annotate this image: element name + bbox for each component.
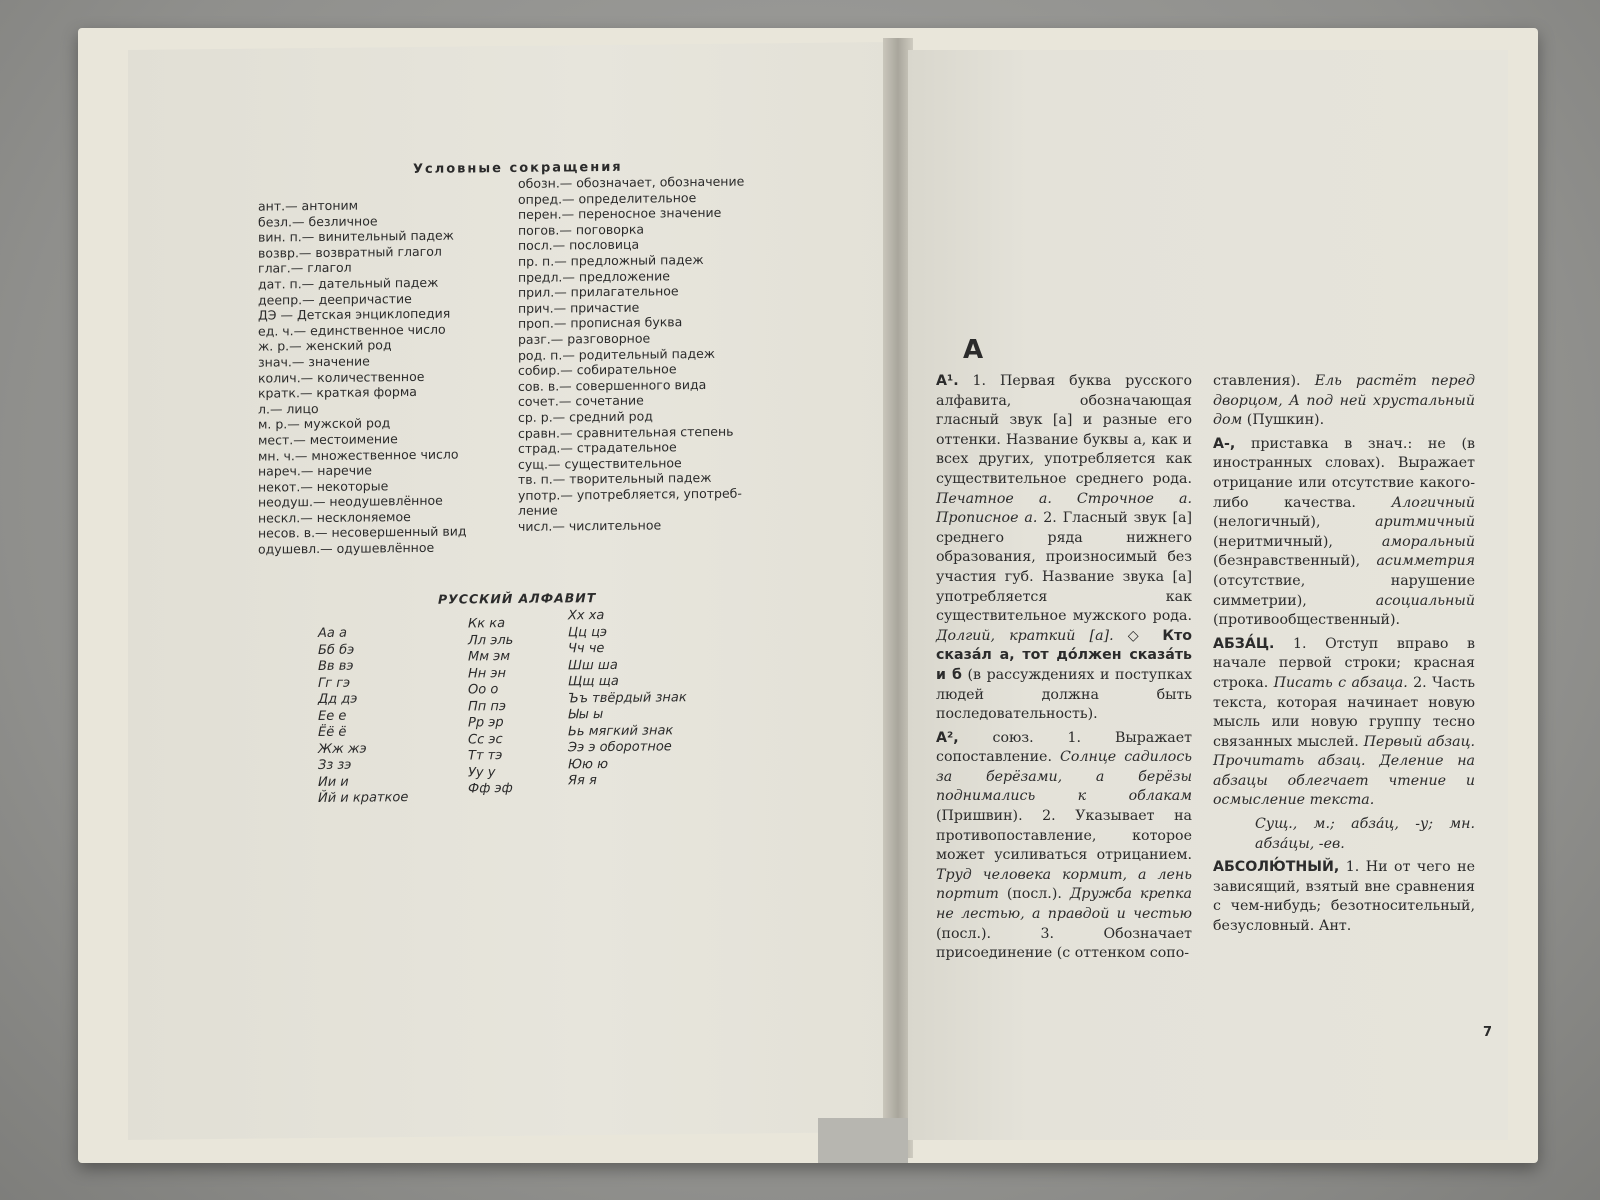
alphabet-letter: Пп пэ [468,698,507,714]
abbreviation-item: л.— лицо [258,400,319,417]
abbreviations-list-2 [518,173,788,534]
alphabet-letter: Рр эр [468,715,504,731]
entry-text: 2. Гласный звук [а] среднего ряда нижнего образования, произносимый без участия губ. Название звука [а] употребляется как существительное мужского рода. [936,510,1192,625]
abbreviation-item: м. р.— мужской род [258,415,391,432]
abbreviation-item: собир.— собирательное [518,361,677,379]
example-text: Печатное а. Строчное а. Прописное а. [936,490,1192,527]
abbreviation-item: дат. п.— дательный падеж [258,274,439,292]
entry-text: (Пришвин). 2. Указывает на противопоставление, которое может усиливаться отрицанием. [936,808,1192,864]
abbreviation-item: проп.— прописная буква [518,314,683,332]
entry-text: (посл.). 3. Обозначает присоединение (с оттенком сопо- [936,925,1192,962]
left-page [128,42,898,1140]
alphabet-letter: Гг гэ [318,675,351,691]
alphabet-letter: Ээ э оборотное [568,739,672,756]
alphabet-letter: Лл эль [468,632,514,648]
abbreviation-item: сравн.— сравнительная степень [518,423,734,441]
dictionary-column-2 [1213,372,1475,941]
entry-abzac [1213,635,1475,811]
abbreviation-item: ед. ч.— единственное число [258,321,446,339]
section-letter: А [963,335,984,365]
abbreviation-item: опред.— определительное [518,189,697,207]
abbreviation-item: одушевл.— одушевлённое [258,539,435,557]
alphabet-letter: Ъъ твёрдый знак [568,689,687,706]
alphabet-letter: Хх ха [568,608,605,624]
abbreviation-item: деепр.— деепричастие [258,290,412,308]
abbreviation-item: ление [518,502,558,519]
headword: А², [936,729,959,746]
entry-text: 1. Ни от чего не зависящий, взятый вне сравнения с чем-нибудь; безотносительный, безусловный. Ант. [1213,859,1475,935]
alphabet-letter: Ьь мягкий знак [568,722,674,739]
entry-a2 [936,729,1192,964]
abbreviation-item: сущ.— существительное [518,454,682,472]
example-text: аморальный [1381,533,1475,550]
abbreviation-item: мн. ч.— множественное число [258,446,459,464]
abbreviations-title: Условные сокращения [413,159,623,178]
example-text: Писать с абзаца. [1273,674,1408,691]
abbreviation-item: погов.— поговорка [518,221,645,238]
example-text: Ель растёт перед дворцом, А под ней хрустальный дом [1213,373,1475,429]
abbreviation-item: ДЭ — Детская энциклопедия [258,305,451,323]
book-spine [818,1118,908,1163]
example-text: асимметрия [1376,553,1475,570]
entry-text: (безнравственный), [1213,553,1377,570]
abbreviation-item: предл.— предложение [518,267,670,285]
entry-text: 2. Часть текста, которая начинает новую мысль или новую группу тесно связанных мыслей. [1213,674,1476,750]
alphabet-letter: Зз зэ [318,757,352,774]
alphabet-letter: Яя я [568,773,597,789]
alphabet-letter: Тт тэ [468,748,503,764]
entry-continuation [1213,372,1475,431]
abbreviation-item: посл.— пословица [518,237,640,254]
right-page [908,50,1508,1140]
entry-text: союз. 1. Выражает сопоставление. [936,729,1192,766]
alphabet-letter: Йй и краткое [318,790,409,807]
alphabet-letter: Дд дэ [318,691,358,708]
alphabet-letter: Цц цэ [568,624,608,640]
abbreviation-item: некот.— некоторые [258,477,389,495]
abbreviation-item: нареч.— наречие [258,462,372,479]
abbreviation-item: пр. п.— предложный падеж [518,251,704,269]
abbreviation-item: ант.— антоним [258,197,359,214]
alphabet-letter: Вв вэ [318,658,354,675]
abbreviation-item: обозн.— обозначает, обозначение [518,173,745,191]
alphabet-letter: Чч че [568,641,605,657]
entry-text: (неритмичный), [1213,533,1382,550]
abbreviation-item: страд.— страдательное [518,439,677,457]
abbreviation-item: числ.— числительное [518,517,662,534]
alphabet-letter: Щщ ща [568,673,619,690]
entry-text: (противообщественный). [1213,612,1401,629]
alphabet-letter: Жж жэ [318,741,367,757]
entry-text: (в рассуждениях и поступках людей должна быть последовательность). [936,666,1192,723]
alphabet-letter: Сс эс [468,731,503,747]
abbreviation-item: колич.— количественное [258,368,425,386]
alphabet-letter: Ыы ы [568,707,604,723]
abbreviation-item: род. п.— родительный падеж [518,345,716,363]
example-text: аритмичный [1375,514,1475,531]
abbreviation-item: разг.— разговорное [518,330,651,347]
open-book [78,28,1538,1163]
alphabet-letter: Мм эм [468,648,511,665]
example-text: Первый абзац. Прочитать абзац. Деление на абзацы облегчает чтение и осмысление текста. [1213,733,1475,809]
abbreviation-item: ср. р.— средний род [518,408,653,425]
entry-text: (нелогичный), [1213,514,1376,531]
abbreviation-item: нескл.— несклоняемое [258,508,411,526]
entry-prefix-a [1213,435,1475,631]
alphabet-letter: Фф эф [468,780,513,797]
alphabet-letter: Уу у [468,764,496,780]
entry-a1 [936,372,1192,725]
abbreviation-item: прил.— прилагательное [518,283,679,301]
alphabet-letter: Шш ша [568,657,618,673]
alphabet-title: РУССКИЙ АЛФАВИТ [438,590,597,607]
example-text: Солнце садилось за берёзами, а берёзы поднимались к облакам [936,749,1192,805]
alphabet-letter: Аа а [318,625,347,642]
alphabet-list-3 [568,607,687,790]
page-number: 7 [1483,1025,1493,1040]
example-text: асоциальный [1375,592,1475,609]
alphabet-letter: Оо о [468,682,499,698]
abbreviation-item: употр.— употребляется, употреб- [518,485,742,503]
example-text: Дружба крепка не лестью, а правдой и честью [936,886,1192,923]
abbreviation-item: глаг.— глагол [258,260,352,277]
abbreviation-item: сов. в.— совершенного вида [518,376,707,394]
entry-absolutny [1213,858,1475,936]
example-text: Долгий, краткий [а]. [936,627,1114,644]
abbreviations-list-1 [258,196,513,557]
headword: АБЗА́Ц. [1213,635,1275,652]
grammar-note: Сущ., м.; абза́ц, -у; мн. абза́цы, -ев. [1255,816,1475,852]
entry-text: ◇ [1113,627,1163,644]
entry-text: приставка в знач.: не (в иностранных словах). Выражает отрицание или отсутствие какого-либо качества. [1213,435,1475,511]
abbreviation-item: неодуш.— неодушевлённое [258,492,443,510]
alphabet-letter: Нн эн [468,665,507,681]
dictionary-column-1 [936,372,1192,968]
entry-text: (посл.). [998,886,1070,903]
alphabet-letter: Юю ю [568,756,609,772]
headword: АБСОЛЮ́ТНЫЙ, [1213,859,1340,876]
headword: А¹. [936,373,959,389]
abbreviation-item: сочет.— сочетание [518,392,644,410]
headword: А-, [1213,435,1236,452]
abbreviation-item: прич.— причастие [518,299,640,316]
alphabet-letter: Ии и [318,774,349,790]
entry-text: ставления). [1213,373,1315,389]
example-text: Алогичный [1391,494,1475,511]
abbreviation-item: знач.— значение [258,353,370,370]
alphabet-list-2 [468,616,513,798]
abbreviation-item: возвр.— возвратный глагол [258,243,442,261]
alphabet-letter: Ёё ё [318,724,347,741]
abbreviation-item: мест.— местоимение [258,431,398,448]
alphabet-letter: Ее е [318,708,347,724]
entry-text: 1. Отступ вправо в начале первой строки; красная строка. [1213,635,1475,691]
abbreviation-item: кратк.— краткая форма [258,384,417,401]
abbreviation-item: несов. в.— несовершенный вид [258,523,467,542]
abbreviation-item: вин. п.— винительный падеж [258,227,454,245]
entry-text: (Пушкин). [1242,412,1325,429]
example-text: Труд человека кормит, а лень портит [936,866,1192,903]
abbreviation-item: безл.— безличное [258,212,378,230]
entry-text: (отсутствие, нарушение симметрии), [1213,572,1475,609]
abbreviation-item: ж. р.— женский род [258,337,392,354]
idiom-text: Кто сказа́л а, тот до́лжен сказа́ть и б [936,627,1192,683]
entry-text: 1. Первая буква русского алфавита, обозначающая гласный звук [а] и разные его оттенки. Название буквы а, как и всех других, употребляется как существительное среднего рода. [936,373,1192,487]
alphabet-letter: Бб бэ [318,642,355,658]
abbreviation-item: тв. п.— творительный падеж [518,470,712,488]
alphabet-list-1 [318,625,408,807]
abbreviation-item: перен.— переносное значение [518,204,722,223]
alphabet-letter: Кк ка [468,616,506,632]
